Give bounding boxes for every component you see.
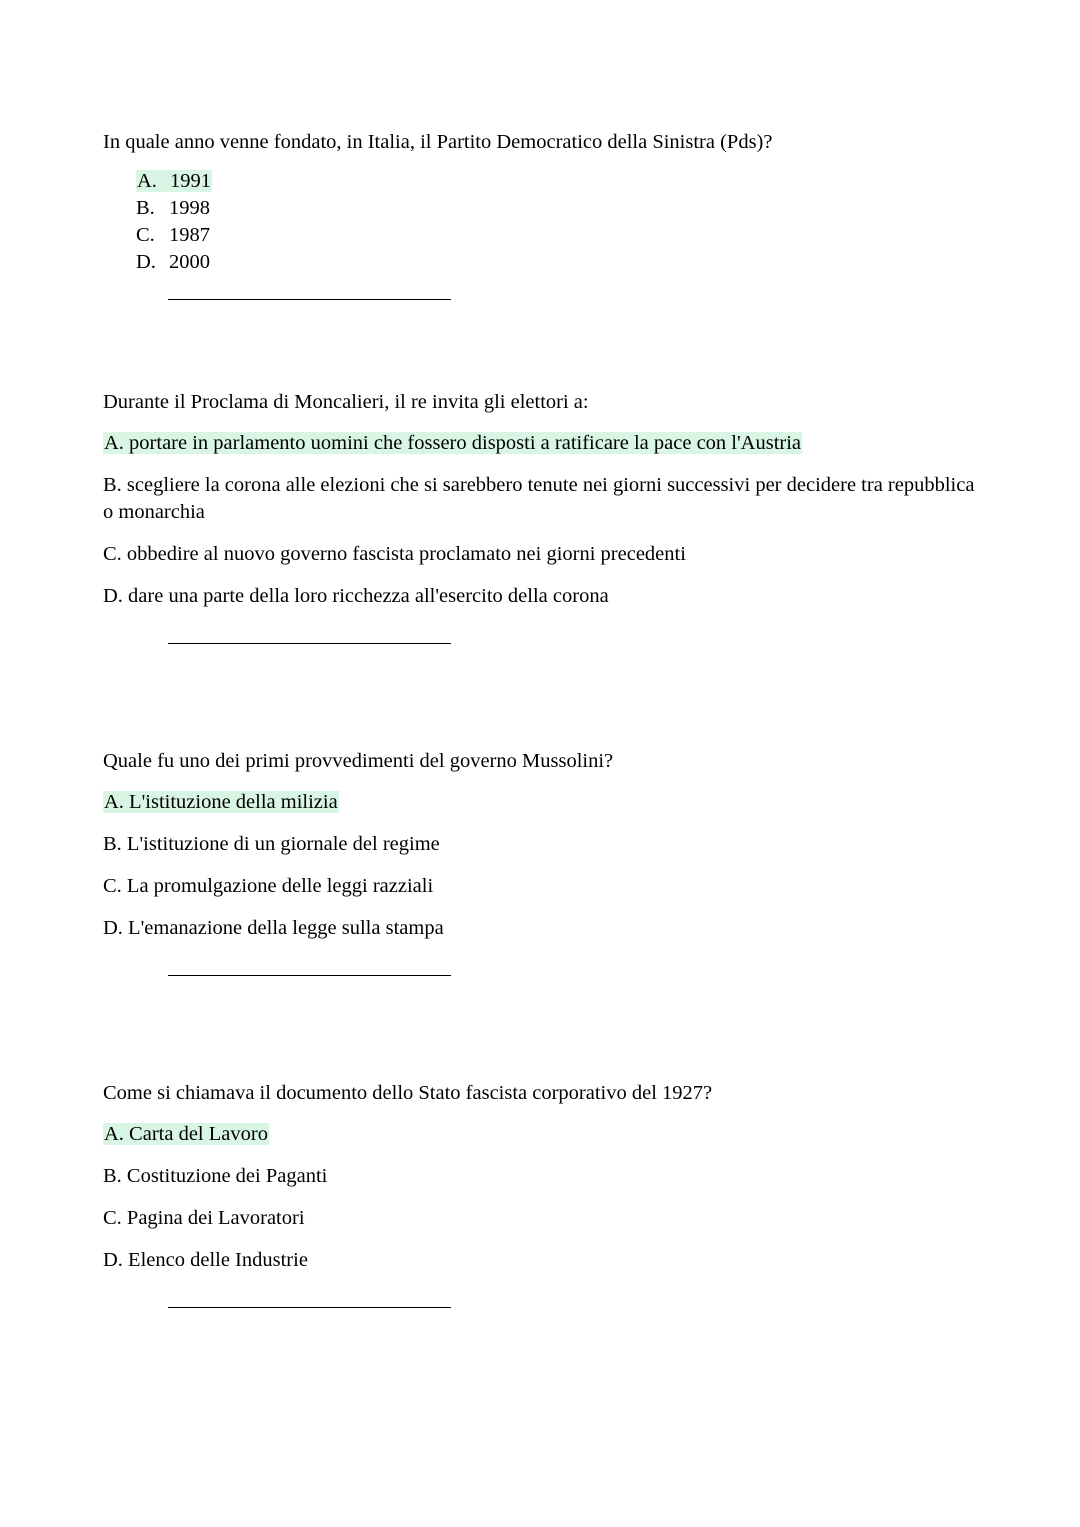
question-4-options	[103, 1121, 983, 1274]
question-4-option-a	[103, 1121, 983, 1148]
option-text: D. Elenco delle Industrie	[103, 1249, 308, 1271]
question-1	[103, 129, 983, 276]
option-text: D. L'emanazione della legge sulla stampa	[103, 917, 444, 939]
question-4-option-b	[103, 1163, 983, 1190]
option-text: 1987	[169, 224, 210, 246]
answer-line-3	[168, 975, 451, 976]
question-1-option-b	[136, 195, 983, 222]
question-3-options	[103, 789, 983, 942]
question-3-text: Quale fu uno dei primi provvedimenti del governo Mussolini?	[103, 750, 614, 772]
option-text: B. L'istituzione di un giornale del regime	[103, 833, 440, 855]
question-2	[103, 389, 983, 610]
question-1-option-d	[136, 249, 983, 276]
question-4-text: Come si chiamava il documento dello Stato fascista corporativo del 1927?	[103, 1082, 713, 1104]
question-3-option-b	[103, 831, 983, 858]
option-letter: C.	[136, 224, 155, 246]
question-2-option-c	[103, 541, 983, 568]
question-2-option-d	[103, 583, 983, 610]
question-1-text: In quale anno venne fondato, in Italia, il Partito Democratico della Sinistra (Pds)?	[103, 131, 773, 153]
answer-line-2	[168, 643, 451, 644]
option-letter: A.	[137, 170, 157, 192]
option-text: A. Carta del Lavoro	[104, 1123, 268, 1145]
option-text: 1998	[169, 197, 210, 219]
option-text: D. dare una parte della loro ricchezza all'esercito della corona	[103, 585, 609, 607]
question-2-option-b	[103, 472, 983, 526]
question-2-text: Durante il Proclama di Moncalieri, il re invita gli elettori a:	[103, 391, 589, 413]
question-3-option-d	[103, 915, 983, 942]
question-4-option-c	[103, 1205, 983, 1232]
option-text: C. obbedire al nuovo governo fascista proclamato nei giorni precedenti	[103, 543, 686, 565]
option-text: B. Costituzione dei Paganti	[103, 1165, 328, 1187]
question-3-option-a	[103, 789, 983, 816]
question-2-option-a	[103, 430, 983, 457]
question-2-options	[103, 430, 983, 610]
option-text: A. portare in parlamento uomini che fossero disposti a ratificare la pace con l'Austria	[104, 432, 802, 454]
option-text: C. Pagina dei Lavoratori	[103, 1207, 305, 1229]
question-1-option-c	[136, 222, 983, 249]
option-letter: B.	[136, 197, 155, 219]
answer-line-4	[168, 1307, 451, 1308]
option-text: A. L'istituzione della milizia	[104, 791, 338, 813]
option-letter: D.	[136, 251, 156, 273]
option-text: B. scegliere la corona alle elezioni che si sarebbero tenute nei giorni successivi per decidere tra repubblica o monarchia	[103, 474, 975, 523]
question-4	[103, 1080, 983, 1274]
option-text: 2000	[169, 251, 210, 273]
question-1-option-a	[136, 168, 983, 195]
option-text: 1991	[170, 170, 211, 192]
answer-line-1	[168, 299, 451, 300]
question-3-option-c	[103, 873, 983, 900]
question-1-options	[103, 168, 983, 276]
option-text: C. La promulgazione delle leggi razziali	[103, 875, 434, 897]
question-3	[103, 748, 983, 942]
question-4-option-d	[103, 1247, 983, 1274]
